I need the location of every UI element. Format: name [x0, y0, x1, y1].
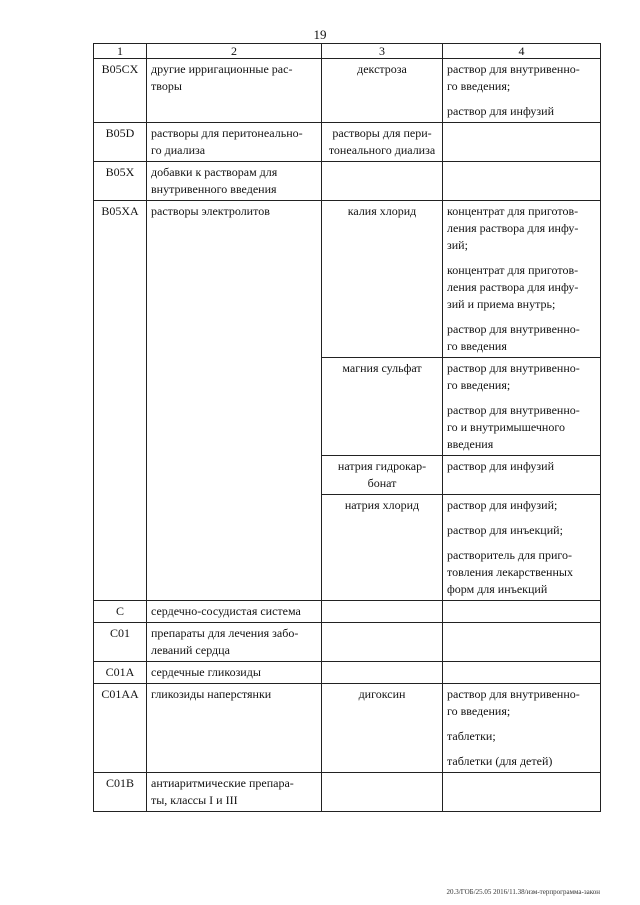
dosage-form: концентрат для приготов- ления раствора для инфу- зий и приема внутрь; — [447, 263, 579, 311]
table-row — [94, 773, 601, 812]
drug-name: натрия гидрокар- бонат — [322, 456, 443, 495]
dosage-forms — [443, 623, 601, 662]
dosage-form: таблетки (для детей) — [447, 754, 553, 768]
atc-code: C01B — [94, 773, 147, 812]
dosage-form: раствор для внутривенно- го введения; — [447, 361, 580, 392]
atc-code: B05X — [94, 162, 147, 201]
atc-group-name: сердечно-сосудистая система — [147, 601, 322, 623]
header-row — [94, 44, 601, 59]
table-row — [94, 59, 601, 123]
dosage-form: раствор для внутривенно- го и внутримышечного введения — [447, 403, 580, 451]
dosage-forms — [443, 495, 601, 601]
dosage-forms — [443, 59, 601, 123]
atc-group-name: сердечные гликозиды — [147, 662, 322, 684]
atc-code: B05D — [94, 123, 147, 162]
dosage-form: таблетки; — [447, 729, 496, 743]
dosage-form: раствор для инъекций; — [447, 523, 563, 537]
atc-group-name: добавки к растворам для внутривенного введения — [147, 162, 322, 201]
drug-name — [322, 773, 443, 812]
dosage-form: раствор для инфузий — [447, 104, 554, 118]
atc-group-name: другие ирригационные рас- творы — [147, 59, 322, 123]
dosage-form: раствор для инфузий; — [447, 498, 558, 512]
atc-group-name: антиаритмические препара- ты, классы I и III — [147, 773, 322, 812]
dosage-forms — [443, 358, 601, 456]
table-row — [94, 662, 601, 684]
column-header-2: 2 — [147, 44, 322, 59]
table-row — [94, 162, 601, 201]
atc-code: B05CX — [94, 59, 147, 123]
dosage-form: раствор для инфузий — [447, 459, 554, 473]
drug-name: декстроза — [322, 59, 443, 123]
column-header-1: 1 — [94, 44, 147, 59]
atc-code: C01A — [94, 662, 147, 684]
dosage-forms — [443, 773, 601, 812]
atc-code: C01 — [94, 623, 147, 662]
drug-name: растворы для пери- тонеального диализа — [322, 123, 443, 162]
table-row — [94, 201, 601, 358]
dosage-form: раствор для внутривенно- го введения — [447, 322, 580, 353]
dosage-forms — [443, 662, 601, 684]
dosage-form: концентрат для приготов- ления раствора для инфу- зий; — [447, 204, 579, 252]
drug-name — [322, 662, 443, 684]
column-header-4: 4 — [443, 44, 601, 59]
column-header-3: 3 — [322, 44, 443, 59]
dosage-form: раствор для внутривенно- го введения; — [447, 687, 580, 718]
atc-group-name: препараты для лечения забо- леваний сердца — [147, 623, 322, 662]
table-row — [94, 123, 601, 162]
document-footer: 20.3/ГОБ/25.05 2016/11.38/изм-терпрограмма-закон — [446, 888, 600, 896]
drug-name: натрия хлорид — [322, 495, 443, 601]
dosage-forms — [443, 684, 601, 773]
drug-name: дигоксин — [322, 684, 443, 773]
dosage-forms — [443, 456, 601, 495]
table-row — [94, 623, 601, 662]
drug-name: магния сульфат — [322, 358, 443, 456]
atc-code: B05XA — [94, 201, 147, 601]
dosage-forms — [443, 123, 601, 162]
dosage-forms — [443, 601, 601, 623]
dosage-form: раствор для внутривенно- го введения; — [447, 62, 580, 93]
drug-name — [322, 623, 443, 662]
atc-code: C01AA — [94, 684, 147, 773]
dosage-form: растворитель для приго- товления лекарственных форм для инъекций — [447, 548, 573, 596]
table-row — [94, 684, 601, 773]
atc-group-name: гликозиды наперстянки — [147, 684, 322, 773]
drug-table — [93, 43, 601, 812]
drug-name: калия хлорид — [322, 201, 443, 358]
atc-group-name: растворы электролитов — [147, 201, 322, 601]
dosage-forms — [443, 162, 601, 201]
drug-name — [322, 601, 443, 623]
page-number: 19 — [313, 27, 327, 42]
table-row — [94, 601, 601, 623]
dosage-forms — [443, 201, 601, 358]
drug-name — [322, 162, 443, 201]
atc-code: C — [94, 601, 147, 623]
atc-group-name: растворы для перитонеально- го диализа — [147, 123, 322, 162]
